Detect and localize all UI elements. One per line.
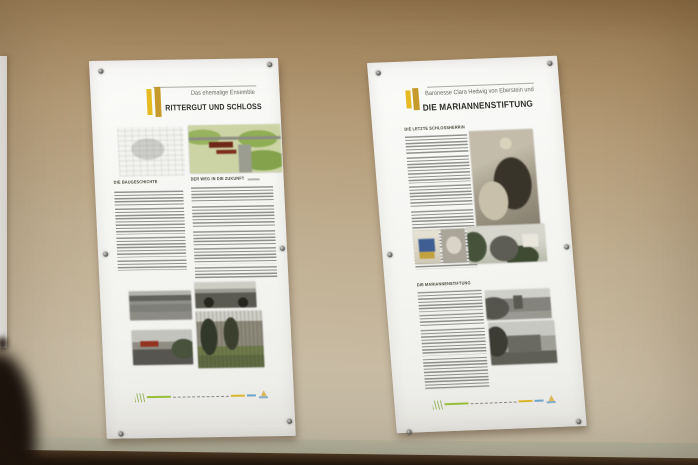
foreground-blur-spot — [0, 337, 7, 350]
coat-of-arms-image — [413, 229, 442, 264]
mounting-screw — [547, 61, 552, 66]
body-text-column — [114, 191, 187, 274]
schloss-historic-photo-1 — [485, 288, 552, 320]
heading-date-suffix — [248, 178, 260, 180]
castle-color-photo — [196, 310, 265, 368]
mounting-screw — [376, 70, 381, 75]
timeline-graphic — [432, 395, 557, 410]
panel-title: RITTERGUT UND SCHLOSS — [165, 101, 262, 113]
mounting-screw — [407, 430, 412, 435]
mounting-screw — [280, 246, 285, 251]
timeline-sketch-icon — [135, 393, 145, 402]
body-text-column — [191, 186, 277, 282]
body-text-column — [418, 290, 490, 392]
arcade-historic-photo — [194, 281, 256, 308]
panel-eyebrow: Baronesse Clara Hedwig von Eberstein und — [424, 85, 534, 97]
logo-bar-icon — [412, 88, 420, 110]
stone-relief-photo — [441, 228, 468, 263]
mounting-screw — [564, 244, 569, 249]
logo-bar-icon — [405, 90, 411, 108]
church-sketch-icon — [545, 395, 557, 405]
timeline-sketch-icon — [432, 400, 443, 409]
mounting-screw — [103, 252, 108, 257]
section-heading-schlossherrin: DIE LETZTE SCHLOSSHERRIN — [404, 125, 466, 132]
neighbor-panel-edge — [0, 56, 7, 348]
schloss-historic-photo-2 — [488, 320, 557, 365]
baroness-portrait-photo — [469, 129, 541, 229]
courtyard-historic-photo — [129, 290, 192, 320]
mounting-screw — [287, 419, 292, 424]
mounting-screw — [98, 69, 103, 74]
grave-monument-photo — [466, 223, 547, 264]
section-heading-baugeschichte: DIE BAUGESCHICHTE — [113, 179, 158, 185]
info-panel-mariannenstiftung — [367, 56, 587, 433]
street-color-photo — [132, 329, 194, 365]
church-sketch-icon — [258, 390, 269, 400]
mounting-screw — [387, 252, 392, 257]
panel-eyebrow: Das ehemalige Ensemble — [190, 88, 255, 97]
logo-bar-icon — [154, 87, 161, 117]
mounting-screw — [267, 62, 272, 67]
logo-bar-icon — [146, 89, 152, 115]
site-plan-sketch — [117, 127, 185, 177]
panel-title: DIE MARIANNENSTIFTUNG — [422, 98, 534, 114]
mounting-screw — [118, 432, 123, 437]
info-panel-rittergut — [89, 58, 296, 439]
section-heading-zukunft: DER WEG IN DIE ZUKUNFT — [190, 176, 245, 182]
section-heading-stiftung: DIE MARIANNENSTIFTUNG — [416, 281, 471, 288]
foreground-person-silhouette — [0, 352, 36, 465]
mounting-screw — [576, 419, 581, 424]
timeline-graphic — [135, 390, 269, 402]
site-plan-colored — [188, 124, 282, 173]
